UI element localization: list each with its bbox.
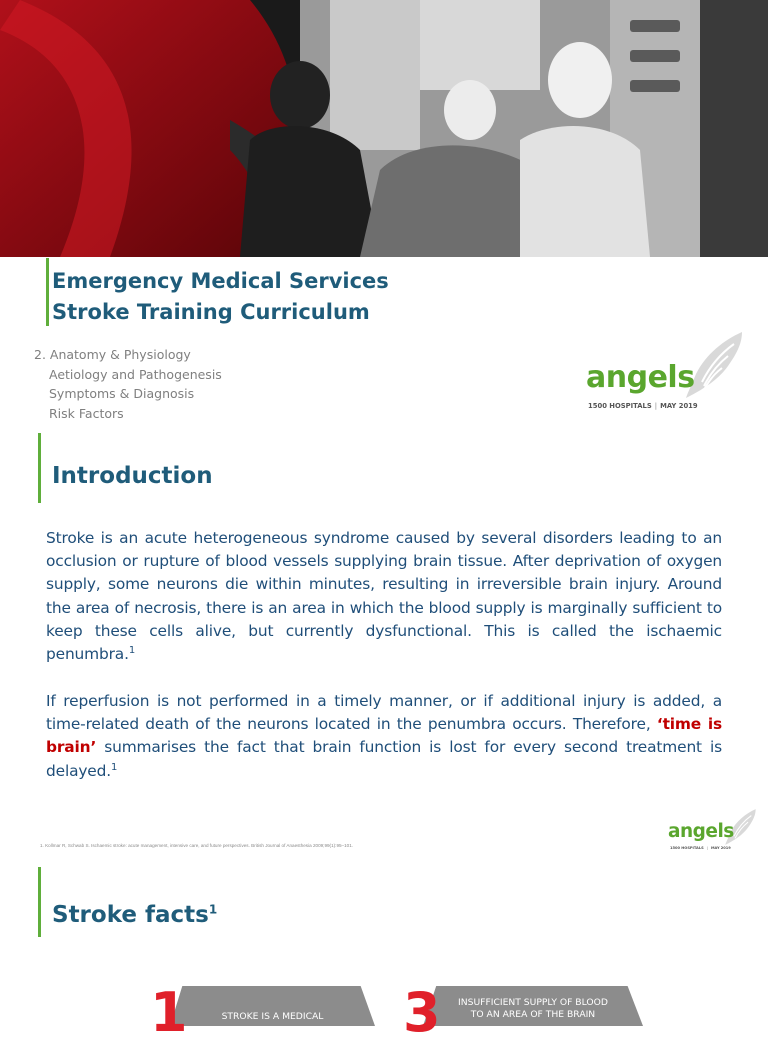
logo-tagline xyxy=(670,846,731,850)
page-title xyxy=(52,266,389,328)
fact-label-line: TO AN AREA OF THE BRAIN xyxy=(470,1009,596,1020)
logo-wordmark: angels xyxy=(668,821,734,842)
title-accent-bar xyxy=(46,258,49,326)
paragraph-text: summarises the fact that brain function is lost for every second treatment is delayed. xyxy=(46,738,722,780)
angels-logo xyxy=(586,330,751,410)
title-line-1: Emergency Medical Services xyxy=(52,269,389,293)
logo-separator: | xyxy=(706,846,708,850)
logo-tagline xyxy=(588,402,698,410)
fact-label-line: INSUFFICIENT SUPPLY OF BLOOD xyxy=(458,997,608,1008)
footnote: 1. Kollmar R, Schwab S. Ischaemic stroke: acute management, intensive care, and future perspectives. British Journal of Anaesthesia 2009;99(1):95–101. xyxy=(40,843,354,848)
angels-logo xyxy=(668,808,758,853)
fact-number: 3 xyxy=(403,981,441,1044)
hero-photo xyxy=(0,0,768,257)
table-of-contents xyxy=(34,345,222,423)
reference-marker: 1 xyxy=(208,902,218,917)
toc-item: Symptoms & Diagnosis xyxy=(49,386,195,401)
logo-hospitals: 1500 HOSPITALS xyxy=(588,402,652,410)
paragraph-text: If reperfusion is not performed in a timely manner, or if additional injury is added, a time-related death of the neurons located in the penumbra occurs. Therefore, xyxy=(46,692,722,734)
logo-hospitals: 1500 HOSPITALS xyxy=(670,846,704,850)
paragraph-text: Stroke is an acute heterogeneous syndrome caused by several disorders leading to an occlusion or rupture of blood vessels supplying brain tissue. After deprivation of oxygen supply, some neurons die within minutes, resulting in irreversible brain injury. Around the area of necrosis, there is an area in which the blood supply is marginally sufficient to keep these cells alive, but currently dysfunctional. This is called the ischaemic penumbra. xyxy=(46,529,722,664)
fact-label-line: STROKE IS A MEDICAL xyxy=(221,1011,324,1022)
intro-paragraph-1 xyxy=(46,527,722,666)
fact-label xyxy=(170,1011,375,1023)
logo-date: MAY 2019 xyxy=(660,402,698,410)
section-accent-bar xyxy=(38,867,41,937)
section-accent-bar xyxy=(38,433,41,503)
toc-item: Aetiology and Pathogenesis xyxy=(49,366,222,382)
heading-text: Stroke facts xyxy=(52,902,209,928)
logo-separator: | xyxy=(654,402,658,410)
ambulance-photo-icon xyxy=(0,0,768,257)
reference-marker: 1 xyxy=(110,761,118,773)
fact-label xyxy=(423,997,643,1021)
logo-wordmark: angels xyxy=(586,360,695,395)
section-heading: Introduction xyxy=(52,463,213,489)
reference-marker: 1 xyxy=(128,644,136,656)
intro-paragraph-2 xyxy=(46,690,722,783)
fact-number: 1 xyxy=(150,981,188,1044)
title-line-2: Stroke Training Curriculum xyxy=(52,300,370,324)
logo-date: MAY 2019 xyxy=(710,846,731,850)
highlight-text: ‘time is brain’ xyxy=(46,715,722,757)
section-heading xyxy=(52,902,217,928)
toc-item: Risk Factors xyxy=(49,405,124,421)
toc-item: 2. Anatomy & Physiology xyxy=(34,347,191,362)
